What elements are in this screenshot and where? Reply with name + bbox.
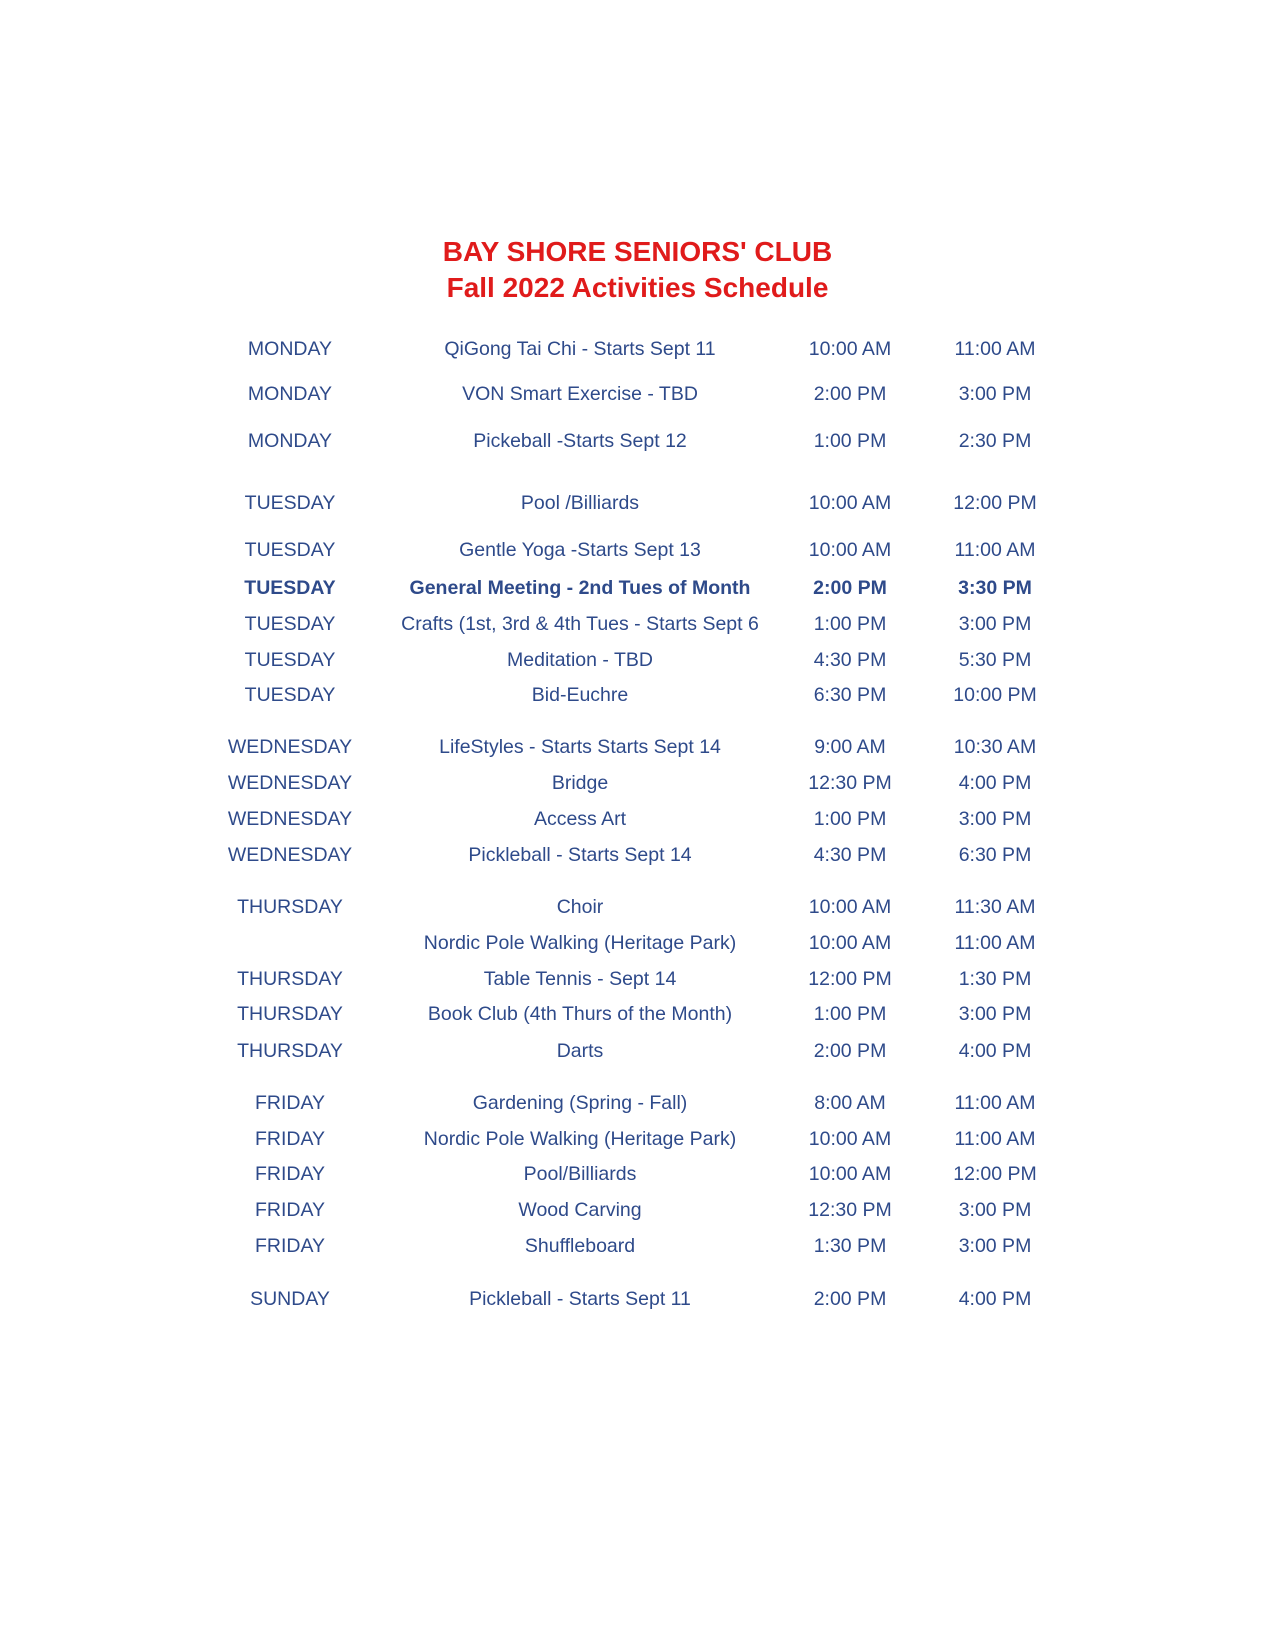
start-time-cell: 10:00 AM: [808, 492, 892, 514]
end-time-cell: 11:00 AM: [954, 932, 1036, 954]
end-time-cell: 11:00 AM: [954, 1092, 1036, 1114]
activity-cell: Pool /Billiards: [520, 492, 640, 514]
day-cell: FRIDAY: [254, 1092, 326, 1114]
end-time-cell: 11:00 AM: [954, 1128, 1036, 1150]
start-time-cell: 10:00 AM: [808, 1128, 892, 1150]
day-cell: MONDAY: [247, 383, 333, 405]
start-time-cell: 10:00 AM: [808, 932, 892, 954]
end-time-cell: 4:00 PM: [958, 1288, 1032, 1310]
end-time-cell: 10:30 AM: [953, 736, 1037, 758]
end-time-cell: 10:00 PM: [953, 684, 1037, 706]
start-time-cell: 12:30 PM: [808, 772, 892, 794]
start-time-cell: 10:00 AM: [808, 539, 892, 561]
club-name: BAY SHORE SENIORS' CLUB: [442, 236, 833, 267]
day-cell: FRIDAY: [254, 1235, 326, 1257]
start-time-cell: 2:00 PM: [813, 577, 887, 599]
activity-cell: Wood Carving: [518, 1199, 642, 1221]
end-time-cell: 3:00 PM: [958, 613, 1032, 635]
activity-cell: LifeStyles - Starts Starts Sept 14: [439, 736, 721, 758]
schedule-row: [0, 806, 1275, 832]
activity-cell: Darts: [556, 1040, 604, 1062]
end-time-cell: 11:30 AM: [954, 896, 1036, 918]
day-cell: TUESDAY: [244, 613, 336, 635]
day-cell: TUESDAY: [244, 492, 336, 514]
start-time-cell: 2:00 PM: [813, 383, 887, 405]
activity-cell: Nordic Pole Walking (Heritage Park): [423, 932, 737, 954]
activity-cell: Bridge: [551, 772, 609, 794]
schedule-subtitle: Fall 2022 Activities Schedule: [446, 272, 829, 303]
start-time-cell: 8:00 AM: [814, 1092, 886, 1114]
start-time-cell: 4:30 PM: [813, 844, 887, 866]
activity-cell: Pickleball - Starts Sept 14: [468, 844, 692, 866]
start-time-cell: 6:30 PM: [813, 684, 887, 706]
schedule-row: [0, 842, 1275, 868]
day-cell: SUNDAY: [250, 1288, 330, 1310]
start-time-cell: 10:00 AM: [808, 1163, 892, 1185]
end-time-cell: 3:00 PM: [958, 1003, 1032, 1025]
schedule-row: [0, 490, 1275, 516]
day-cell: MONDAY: [247, 338, 333, 360]
schedule-row: [0, 428, 1275, 454]
end-time-cell: 3:00 PM: [958, 383, 1032, 405]
schedule-row: [0, 1038, 1275, 1064]
activity-cell: Pool/Billiards: [523, 1163, 637, 1185]
schedule-row: [0, 682, 1275, 708]
activity-cell: Pickeball -Starts Sept 12: [473, 430, 687, 452]
activity-cell: Gentle Yoga -Starts Sept 13: [459, 539, 701, 561]
activity-cell: Gardening (Spring - Fall): [472, 1092, 688, 1114]
day-cell: TUESDAY: [244, 539, 336, 561]
activity-cell: QiGong Tai Chi - Starts Sept 11: [444, 338, 716, 360]
activity-cell: VON Smart Exercise - TBD: [462, 383, 698, 405]
day-cell: WEDNESDAY: [227, 736, 353, 758]
schedule-row: [0, 1001, 1275, 1027]
end-time-cell: 12:00 PM: [953, 492, 1037, 514]
start-time-cell: 12:00 PM: [808, 968, 892, 990]
day-cell: THURSDAY: [237, 896, 343, 918]
schedule-row: [0, 1286, 1275, 1312]
end-time-cell: 3:30 PM: [958, 577, 1032, 599]
day-cell: THURSDAY: [237, 968, 343, 990]
start-time-cell: 10:00 AM: [808, 896, 892, 918]
end-time-cell: 11:00 AM: [954, 539, 1036, 561]
end-time-cell: 5:30 PM: [958, 649, 1032, 671]
schedule-row: [0, 1197, 1275, 1223]
end-time-cell: 2:30 PM: [958, 430, 1032, 452]
end-time-cell: 4:00 PM: [958, 772, 1032, 794]
activity-cell: Table Tennis - Sept 14: [483, 968, 677, 990]
start-time-cell: 12:30 PM: [808, 1199, 892, 1221]
schedule-row: [0, 611, 1275, 637]
schedule-row: [0, 770, 1275, 796]
activity-cell: Bid-Euchre: [531, 684, 629, 706]
start-time-cell: 1:00 PM: [813, 808, 887, 830]
start-time-cell: 10:00 AM: [808, 338, 892, 360]
end-time-cell: 1:30 PM: [958, 968, 1032, 990]
start-time-cell: 1:00 PM: [813, 430, 887, 452]
activity-cell: Choir: [556, 896, 604, 918]
end-time-cell: 3:00 PM: [958, 1199, 1032, 1221]
day-cell: THURSDAY: [237, 1003, 343, 1025]
start-time-cell: 1:30 PM: [813, 1235, 887, 1257]
day-cell: WEDNESDAY: [227, 808, 353, 830]
activity-cell: Nordic Pole Walking (Heritage Park): [423, 1128, 737, 1150]
day-cell: FRIDAY: [254, 1199, 326, 1221]
day-cell: TUESDAY: [244, 577, 336, 599]
day-cell: FRIDAY: [254, 1128, 326, 1150]
end-time-cell: 12:00 PM: [953, 1163, 1037, 1185]
day-cell: TUESDAY: [244, 649, 336, 671]
start-time-cell: 4:30 PM: [813, 649, 887, 671]
day-cell: MONDAY: [247, 430, 333, 452]
start-time-cell: 1:00 PM: [813, 613, 887, 635]
activity-cell: Pickleball - Starts Sept 11: [469, 1288, 691, 1310]
schedule-row: [0, 537, 1275, 563]
end-time-cell: 4:00 PM: [958, 1040, 1032, 1062]
end-time-cell: 6:30 PM: [958, 844, 1032, 866]
schedule-row: [0, 1161, 1275, 1187]
schedule-row: [0, 336, 1275, 362]
schedule-row: [0, 734, 1275, 760]
schedule-row: [0, 966, 1275, 992]
schedule-row: [0, 894, 1275, 920]
activity-cell: Access Art: [533, 808, 627, 830]
end-time-cell: 3:00 PM: [958, 808, 1032, 830]
activity-cell: Crafts (1st, 3rd & 4th Tues - Starts Sept 6: [401, 613, 759, 635]
schedule-row: [0, 1233, 1275, 1259]
start-time-cell: 2:00 PM: [813, 1288, 887, 1310]
start-time-cell: 9:00 AM: [814, 736, 886, 758]
end-time-cell: 3:00 PM: [958, 1235, 1032, 1257]
day-cell: WEDNESDAY: [227, 772, 353, 794]
activity-cell: Meditation - TBD: [507, 649, 653, 671]
activity-cell: Book Club (4th Thurs of the Month): [427, 1003, 733, 1025]
schedule-row: [0, 930, 1275, 956]
day-cell: THURSDAY: [237, 1040, 343, 1062]
schedule-row: [0, 647, 1275, 673]
schedule-row: [0, 575, 1275, 601]
schedule-row: [0, 381, 1275, 407]
day-cell: FRIDAY: [254, 1163, 326, 1185]
day-cell: TUESDAY: [244, 684, 336, 706]
schedule-row: [0, 1126, 1275, 1152]
end-time-cell: 11:00 AM: [954, 338, 1036, 360]
activity-cell: Shuffleboard: [524, 1235, 636, 1257]
schedule-row: [0, 1090, 1275, 1116]
activity-cell: General Meeting - 2nd Tues of Month: [409, 577, 751, 599]
day-cell: WEDNESDAY: [227, 844, 353, 866]
start-time-cell: 2:00 PM: [813, 1040, 887, 1062]
start-time-cell: 1:00 PM: [813, 1003, 887, 1025]
